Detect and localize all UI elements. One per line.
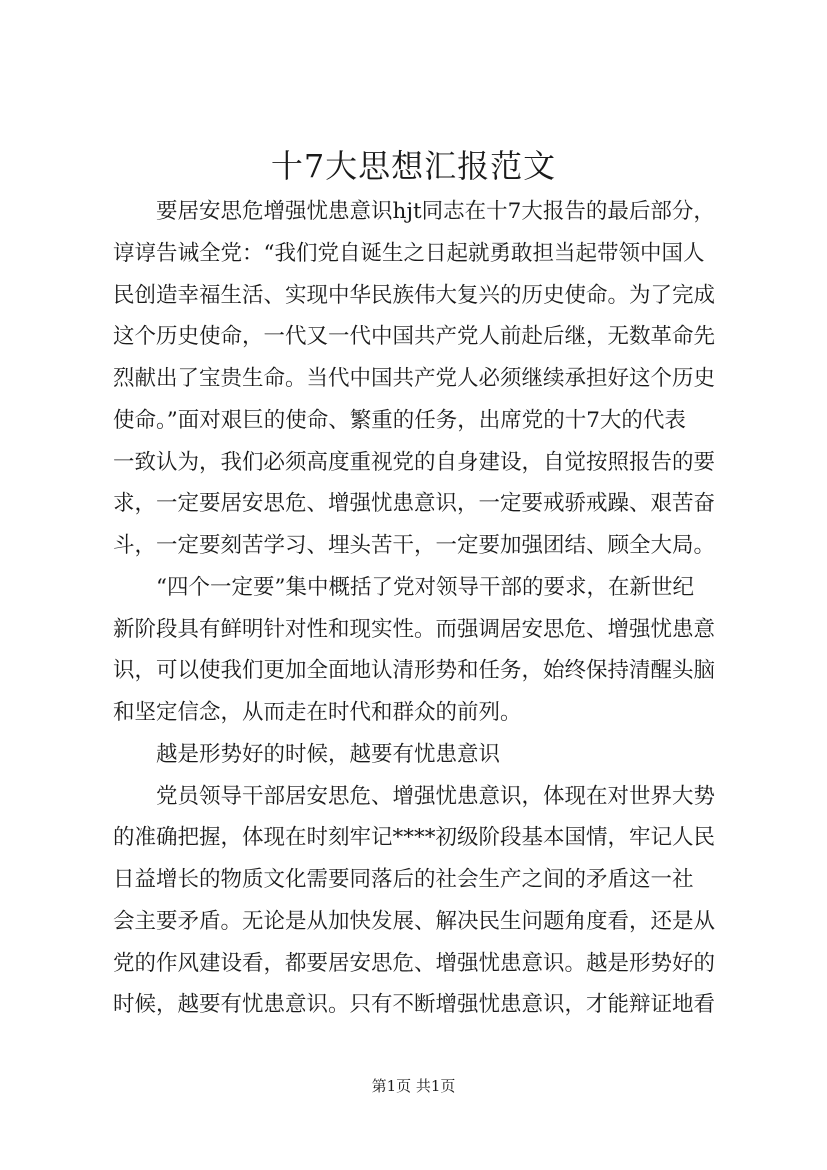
paragraph-line: 一致认为，我们必须高度重视党的自身建设，自觉按照报告的要 bbox=[113, 449, 716, 475]
document-title: 十7大思想汇报范文 bbox=[270, 147, 557, 185]
paragraph-line: 时候，越要有忧患意识。只有不断增强忧患意识，才能辩证地看 bbox=[113, 992, 716, 1018]
paragraph-line: 斗，一定要刻苦学习、埋头苦干，一定要加强团结、顾全大局。 bbox=[113, 533, 716, 558]
document-body bbox=[113, 191, 733, 1026]
paragraph-line: 会主要矛盾。无论是从加快发展、解决民生问题角度看，还是从 bbox=[113, 908, 716, 934]
paragraph-line: 识，可以使我们更加全面地认清形势和任务，始终保持清醒头脑 bbox=[113, 658, 716, 684]
paragraph-line: 党的作风建设看，都要居安思危、增强忧患意识。越是形势好的 bbox=[113, 950, 716, 976]
paragraph-line: 要居安思危增强忧患意识hjt同志在十7大报告的最后部分， bbox=[156, 199, 715, 224]
paragraph-line: 烈献出了宝贵生命。当代中国共产党人必须继续承担好这个历史 bbox=[113, 366, 716, 391]
page-number-footer: 第1页 共1页 bbox=[371, 1077, 456, 1095]
paragraph-line: 民创造幸福生活、实现中华民族伟大复兴的历史使命。为了完成 bbox=[113, 282, 716, 308]
paragraph-line: 的准确把握，体现在时刻牢记****初级阶段基本国情，牢记人民 bbox=[113, 825, 716, 851]
paragraph-line: “四个一定要”集中概括了党对领导干部的要求，在新世纪 bbox=[156, 574, 694, 600]
section-heading: 越是形势好的时候，越要有忧患意识 bbox=[156, 741, 501, 767]
paragraph-line: 党员领导干部居安思危、增强忧患意识，体现在对世界大势 bbox=[156, 783, 716, 809]
paragraph-line: 和坚定信念，从而走在时代和群众的前列。 bbox=[113, 700, 522, 725]
paragraph-line: 日益增长的物质文化需要同落后的社会生产之间的矛盾这一社 bbox=[113, 867, 694, 892]
paragraph-line: 求，一定要居安思危、增强忧患意识，一定要戒骄戒躁、艰苦奋 bbox=[113, 491, 716, 517]
paragraph-line: 这个历史使命，一代又一代中国共产党人前赴后继，无数革命先 bbox=[113, 324, 716, 350]
paragraph-line: 使命。”面对艰巨的使命、繁重的任务，出席党的十7大的代表 bbox=[113, 407, 686, 433]
paragraph-line: 谆谆告诫全党：“我们党自诞生之日起就勇敢担当起带领中国人 bbox=[113, 240, 705, 266]
paragraph-line: 新阶段具有鲜明针对性和现实性。而强调居安思危、增强忧患意 bbox=[113, 616, 716, 642]
